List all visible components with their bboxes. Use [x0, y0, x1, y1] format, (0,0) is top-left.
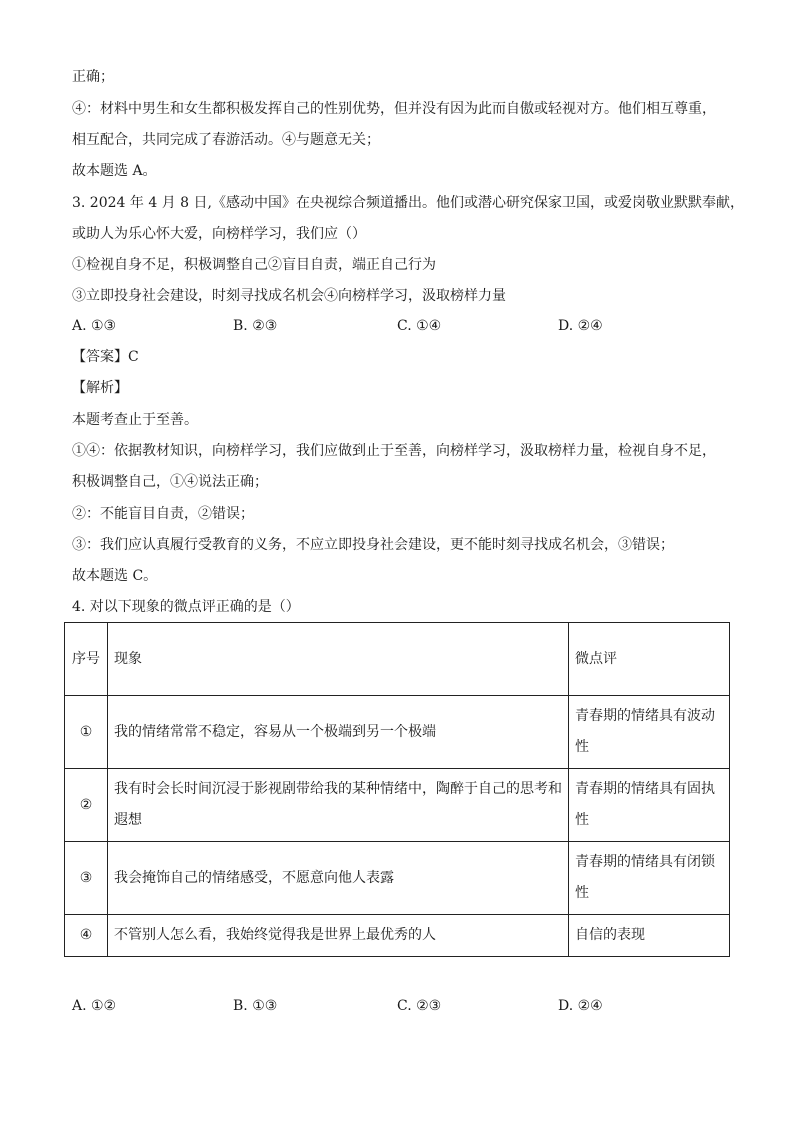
table-cell: 青春期的情绪具有固执性 [569, 769, 730, 842]
table-row [65, 769, 730, 842]
question-3-stem: 或助人为乐心怀大爱，向榜样学习，我们应（） [72, 226, 366, 242]
question-4-stem: 4. 对以下现象的微点评正确的是（） [72, 599, 300, 615]
table-cell: 我的情绪常常不稳定，容易从一个极端到另一个极端 [108, 696, 569, 769]
option-c: C. ①④ [397, 318, 442, 334]
question-3-options [72, 316, 732, 336]
analysis-label: 【解析】 [72, 380, 128, 396]
option-b: B. ①③ [233, 998, 278, 1014]
option-a: A. ①② [72, 998, 117, 1014]
table-header-cell: 微点评 [569, 623, 730, 696]
question-3-stem: 3. 2024 年 4 月 8 日,《感动中国》在央视综合频道播出。他们或潜心研究保家卫国，或爱岗敬业默默奉献， [72, 195, 744, 211]
text-line: ①④：依据教材知识，向榜样学习，我们应做到止于至善，向榜样学习，汲取榜样力量，检视自身不足， [72, 443, 716, 459]
table-cell: ④ [65, 915, 108, 957]
text-line: 正确； [72, 69, 114, 85]
table-cell: 自信的表现 [569, 915, 730, 957]
text-line: 故本题选 A。 [72, 163, 157, 179]
question-4-options [72, 996, 732, 1016]
table-header-row [65, 623, 730, 696]
option-a: A. ①③ [72, 318, 117, 334]
option-c: C. ②③ [397, 998, 442, 1014]
table-cell: 我会掩饰自己的情绪感受，不愿意向他人表露 [108, 842, 569, 915]
table-cell: ① [65, 696, 108, 769]
text-line: 积极调整自己，①④说法正确； [72, 474, 268, 490]
text-line: 相互配合，共同完成了春游活动。④与题意无关； [72, 132, 380, 148]
text-line: ②：不能盲目自责，②错误； [72, 506, 254, 522]
question-3-statement: ③立即投身社会建设，时刻寻找成名机会④向榜样学习，汲取榜样力量 [72, 288, 506, 304]
table-cell: ③ [65, 842, 108, 915]
text-line: ③：我们应认真履行受教育的义务，不应立即投身社会建设，更不能时刻寻找成名机会，③错误； [72, 537, 674, 553]
question-3-statement: ①检视自身不足，积极调整自己②盲目自责，端正自己行为 [72, 257, 436, 273]
table-cell: 我有时会长时间沉浸于影视剧带给我的某种情绪中，陶醉于自己的思考和遐想 [108, 769, 569, 842]
table-cell: 青春期的情绪具有波动性 [569, 696, 730, 769]
table-header-cell: 序号 [65, 623, 108, 696]
table-row [65, 842, 730, 915]
table-cell: 不管别人怎么看，我始终觉得我是世界上最优秀的人 [108, 915, 569, 957]
table-cell: 青春期的情绪具有闭锁性 [569, 842, 730, 915]
answer-label: 【答案】C [72, 349, 139, 365]
text-line: 故本题选 C。 [72, 568, 158, 584]
table-row [65, 915, 730, 957]
table-row [65, 696, 730, 769]
question-4-table [64, 622, 730, 957]
option-d: D. ②④ [558, 318, 603, 334]
option-d: D. ②④ [558, 998, 603, 1014]
table-cell: ② [65, 769, 108, 842]
table-header-cell: 现象 [108, 623, 569, 696]
option-b: B. ②③ [233, 318, 278, 334]
text-line: 本题考查止于至善。 [72, 412, 198, 428]
text-line: ④：材料中男生和女生都积极发挥自己的性别优势，但并没有因为此而自傲或轻视对方。他们相互尊重， [72, 101, 716, 117]
